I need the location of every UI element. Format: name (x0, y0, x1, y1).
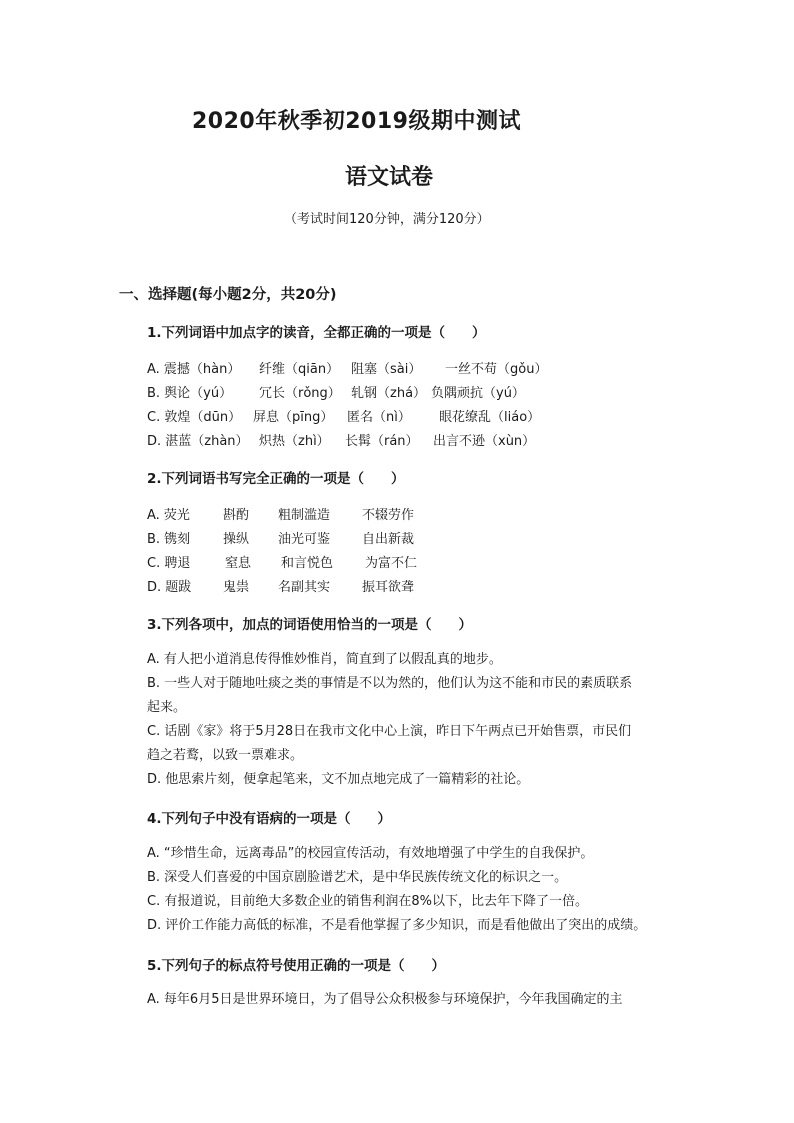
section-heading: 一、选择题(每小题2分，共20分) (119, 287, 337, 303)
q2-option-a (147, 504, 414, 523)
q2-a-word4: 不辍劳作 (362, 508, 415, 523)
q1-a-word2: 纤维（qiān） (259, 362, 340, 377)
q1-b-word3: 轧钢（zhá） (351, 386, 427, 401)
q1-b-word2: 冗长（rǒng） (259, 386, 341, 401)
question-4-stem: 4.下列句子中没有语病的一项是（ ） (147, 811, 392, 827)
q1-c-word1: C. 敦煌（dūn） (147, 410, 242, 425)
q2-b-word3: 油光可鉴 (278, 532, 331, 547)
q4-line-1: A. “珍惜生命，远离毒品”的校园宣传活动，有效地增强了中学生的自我保护。 (147, 846, 594, 861)
q4-line-4: D. 评价工作能力高低的标准，不是看他掌握了多少知识，而是看他做出了突出的成绩。 (147, 918, 647, 933)
q1-option-c (147, 406, 540, 425)
q3-options (147, 648, 687, 792)
q1-c-word3: 匿名（nì） (347, 410, 411, 425)
q2-d-word3: 名副其实 (278, 580, 331, 595)
exam-note: （考试时间120分钟，满分120分） (284, 212, 490, 227)
q1-option-b (147, 382, 525, 401)
q2-c-word4: 为富不仁 (365, 556, 418, 571)
q1-a-word3: 阻塞（sài） (351, 362, 422, 377)
q1-option-d (147, 430, 535, 449)
question-2-stem: 2.下列词语书写完全正确的一项是（ ） (147, 471, 405, 487)
q3-line-4: C. 话剧《家》将于5月28日在我市文化中心上演，昨日下午两点已开始售票，市民们 (147, 724, 632, 739)
q1-d-word3: 长髯（rán） (345, 434, 419, 449)
exam-title: 2020年秋季初2019级期中测试 (192, 109, 521, 134)
q1-b-word1: B. 舆论（yú） (147, 386, 233, 401)
q4-line-3: C. 有报道说，目前绝大多数企业的销售利润在8%以下，比去年下降了一倍。 (147, 894, 588, 909)
q2-b-word1: B. 镌刻 (147, 532, 191, 547)
q2-a-word1: A. 荧光 (147, 508, 190, 523)
q2-a-word3: 粗制滥造 (278, 508, 331, 523)
q3-line-2: B. 一些人对于随地吐痰之类的事情是不以为然的，他们认为这不能和市民的素质联系 (147, 676, 633, 691)
q3-line-3: 起来。 (147, 700, 187, 715)
q3-line-5: 趋之若鹜，以致一票难求。 (147, 748, 304, 763)
q2-b-word2: 操纵 (223, 532, 250, 547)
q2-option-b (147, 528, 414, 547)
q1-d-word4: 出言不逊（xùn） (433, 434, 536, 449)
q3-line-6: D. 他思索片刻，便拿起笔来，文不加点地完成了一篇精彩的社论。 (147, 772, 530, 787)
q2-option-c (147, 552, 417, 571)
q4-options (147, 842, 687, 938)
q2-c-word2: 窒息 (225, 556, 252, 571)
q1-b-word4: 负隅顽抗（yú） (431, 386, 525, 401)
question-3-stem: 3.下列各项中，加点的词语使用恰当的一项是（ ） (147, 617, 473, 633)
q1-a-word1: A. 震撼（hàn） (147, 362, 241, 377)
q1-d-word2: 炽热（zhì） (259, 434, 330, 449)
q2-a-word2: 斟酌 (223, 508, 250, 523)
q2-d-word2: 鬼祟 (223, 580, 250, 595)
q2-d-word1: D. 题跋 (147, 580, 192, 595)
question-1-stem: 1.下列词语中加点字的读音，全都正确的一项是（ ） (147, 325, 486, 341)
q2-c-word3: 和言悦色 (281, 556, 334, 571)
q1-c-word4: 眼花缭乱（liáo） (439, 410, 541, 425)
q2-d-word4: 振耳欲聋 (362, 580, 415, 595)
exam-subtitle: 语文试卷 (345, 165, 434, 190)
q1-a-word4: 一丝不苟（gǒu） (445, 362, 548, 377)
question-5-stem: 5.下列句子的标点符号使用正确的一项是（ ） (147, 958, 446, 974)
q5-options (147, 988, 687, 1012)
q2-b-word4: 自出新裁 (362, 532, 415, 547)
q5-line-1: A. 每年6月5日是世界环境日，为了倡导公众积极参与环境保护，今年我国确定的主 (147, 992, 623, 1007)
q3-line-1: A. 有人把小道消息传得惟妙惟肖，简直到了以假乱真的地步。 (147, 652, 502, 667)
q1-c-word2: 屏息（pīng） (253, 410, 334, 425)
q2-option-d (147, 576, 414, 595)
q4-line-2: B. 深受人们喜爱的中国京剧脸谱艺术，是中华民族传统文化的标识之一。 (147, 870, 568, 885)
q1-option-a (147, 358, 547, 377)
q2-c-word1: C. 聘退 (147, 556, 191, 571)
q1-d-word1: D. 湛蓝（zhàn） (147, 434, 249, 449)
